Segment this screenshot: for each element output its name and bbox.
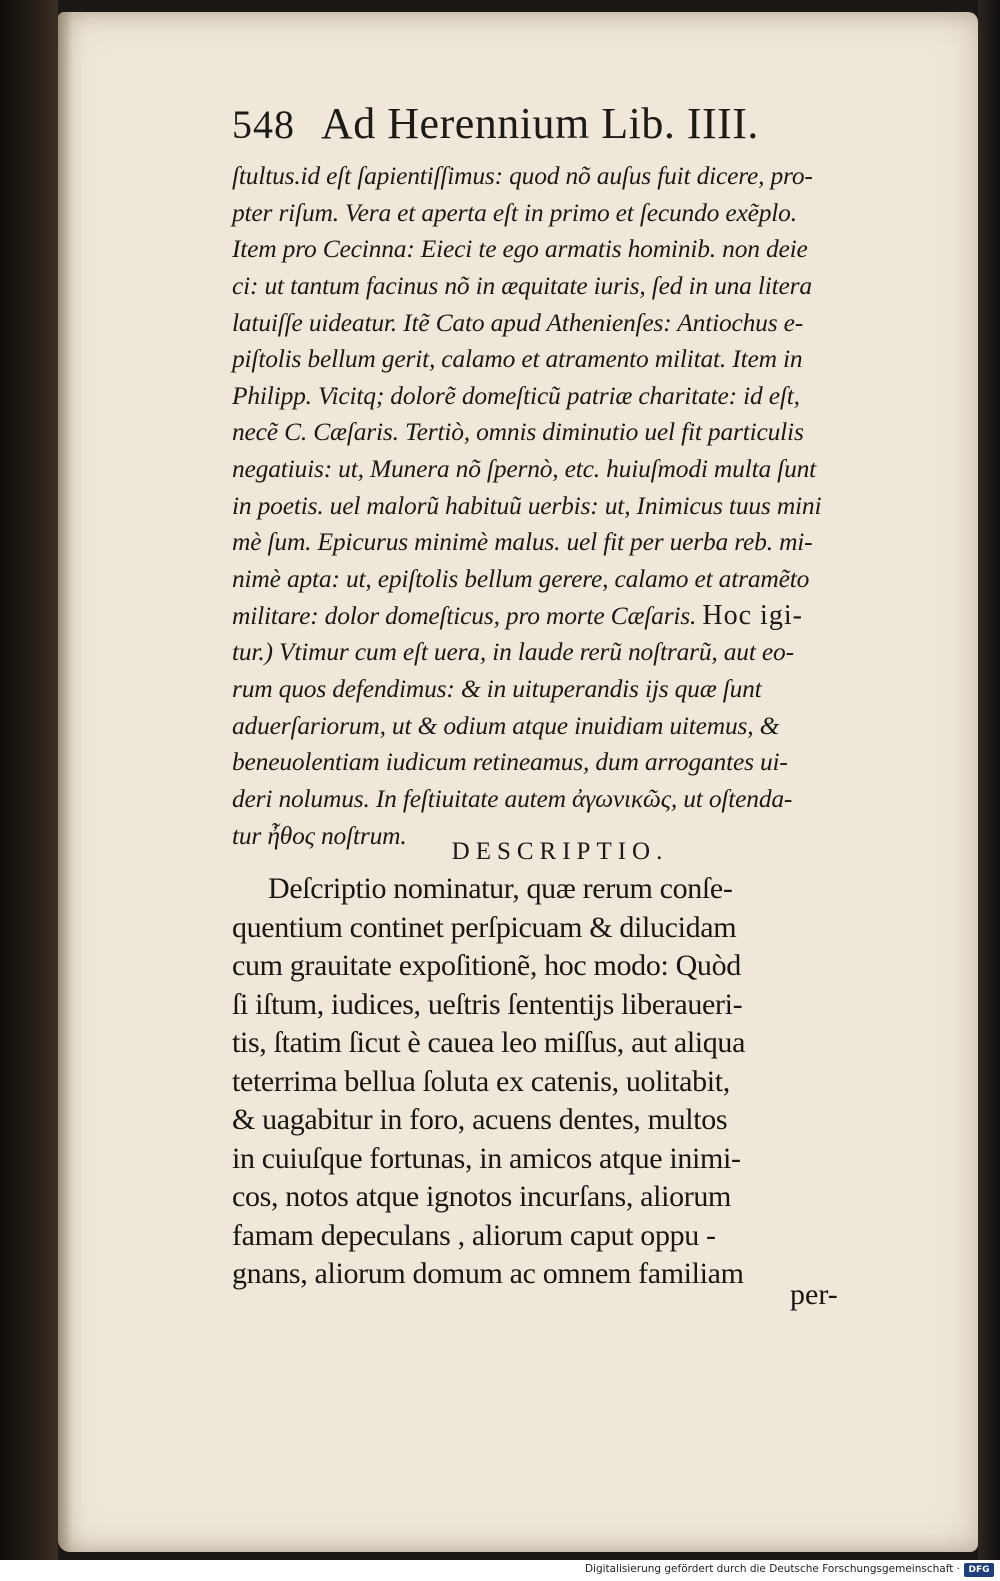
text-line: ci: ut tantum facinus nõ in æquitate iuris, ſed in una litera xyxy=(232,270,812,300)
text-line: cos, notos atque ignotos incurſans, aliorum xyxy=(232,1180,732,1214)
text-line: famam depeculans , aliorum caput oppu - xyxy=(232,1218,716,1252)
scan-left-edge xyxy=(0,0,58,1560)
funding-credit: Digitalisierung gefördert durch die Deutsche Forschungsgemeinschaft · xyxy=(584,1563,960,1575)
page-header xyxy=(232,98,832,150)
page-number: 548 xyxy=(232,102,295,147)
footer-bar xyxy=(0,1560,1000,1581)
text-line: deri nolumus. In feſtiuitate autem ἀγωνικῶς, ut oſtenda- xyxy=(232,783,793,813)
text-line xyxy=(232,598,862,635)
text-line: tis, ſtatim ſicut è cauea leo miſſus, aut aliqua xyxy=(232,1026,746,1060)
text-line: piſtolis bellum gerit, calamo et atramento militat. Item in xyxy=(232,344,803,374)
italic-text-block xyxy=(232,158,862,854)
text-line: nimè apta: ut, epiſtolis bellum gerere, calamo et atramẽto xyxy=(232,564,810,594)
text-line: Deſcriptio nominatur, quæ rerum conſe- xyxy=(268,872,733,905)
text-line: teterrima bellua ſoluta ex catenis, uolitabit, xyxy=(232,1064,730,1098)
catchword: per- xyxy=(790,1278,838,1311)
running-title: Ad Herennium Lib. IIII. xyxy=(321,99,759,148)
text-line: necẽ C. Cæſaris. Tertiò, omnis diminutio uel fit particulis xyxy=(232,417,804,447)
text-line: beneuolentiam iudicum retineamus, dum arrogantes ui- xyxy=(232,747,788,777)
text-line: Item pro Cecinna: Eieci te ego armatis hominib. non deie xyxy=(232,234,808,264)
scan-right-edge xyxy=(978,0,1000,1560)
text-line: quentium continet perſpicuam & dilucidam xyxy=(232,910,737,944)
text-line: latuiſſe uideatur. Itẽ Cato apud Athenienſes: Antiochus e- xyxy=(232,307,804,337)
text-line: rum quos defendimus: & in uituperandis ijs quæ ſunt xyxy=(232,673,762,703)
text-line: ſtultus.id eſt ſapientiſſimus: quod nõ auſus fuit dicere, pro- xyxy=(232,161,813,190)
text-line: aduerſariorum, ut & odium atque inuidiam uitemus, & xyxy=(232,710,780,740)
roman-text-block xyxy=(232,870,872,1294)
section-heading: DESCRIPTIO. xyxy=(451,838,669,865)
text-line: tur.) Vtimur cum eſt uera, in laude rerũ noſtrarũ, aut eo- xyxy=(232,637,794,667)
text-line: in cuiuſque fortunas, in amicos atque inimi- xyxy=(232,1141,741,1175)
roman-lemma: Hoc igi- xyxy=(702,599,803,631)
text-line: Philipp. Vicitq; dolorẽ domeſticũ patriæ charitate: id eſt, xyxy=(232,380,800,410)
text-line: ſi iſtum, iudices, ueſtris ſententijs liberaueri- xyxy=(232,987,743,1021)
text-line-main: militare: dolor domeſticus, pro morte Cæſaris. xyxy=(232,600,697,630)
text-line: negatiuis: ut, Munera nõ ſpernò, etc. huiuſmodi multa ſunt xyxy=(232,454,817,484)
text-line: in poetis. uel malorũ habituũ uerbis: ut, Inimicus tuus mini xyxy=(232,490,822,520)
text-line: & uagabitur in foro, acuens dentes, multos xyxy=(232,1103,728,1137)
text-line: cum grauitate expoſitionẽ, hoc modo: Quòd xyxy=(232,949,741,983)
text-line: pter riſum. Vera et aperta eſt in primo et ſecundo exẽplo. xyxy=(232,197,797,227)
dfg-logo: DFG xyxy=(964,1563,994,1577)
text-line: tur ἦθος noſtrum. xyxy=(232,820,407,850)
text-line: mè ſum. Epicurus minimè malus. uel fit per uerba reb. mi- xyxy=(232,527,813,557)
text-line: gnans, aliorum domum ac omnem familiam xyxy=(232,1257,744,1291)
